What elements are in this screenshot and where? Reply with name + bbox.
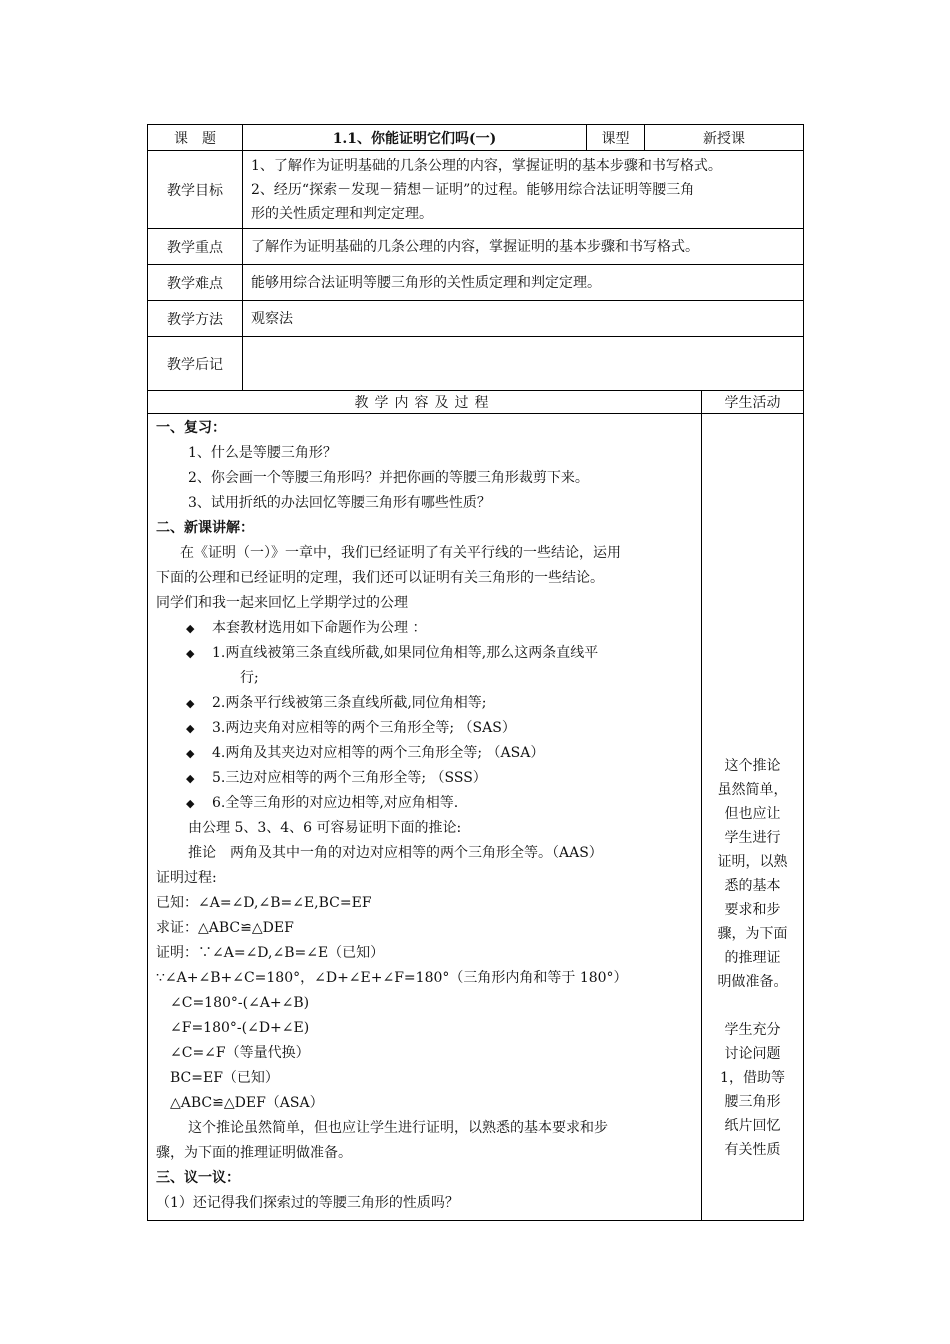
method-row xyxy=(148,301,804,337)
lesson-plan-sheet xyxy=(147,124,803,1221)
given-line: 已知：∠A=∠D,∠B=∠E,BC=EF xyxy=(156,895,372,911)
paragraph-line: 同学们和我一起来回忆上学期学过的公理 xyxy=(156,595,408,611)
difficulty-label: 教学难点 xyxy=(148,265,243,301)
method-value: 观察法 xyxy=(243,301,804,337)
activity-header: 学生活动 xyxy=(702,391,804,414)
bullet-diamond-icon: ◆ xyxy=(186,772,195,785)
proof-step: ∠C=180°-(∠A+∠B) xyxy=(170,995,310,1011)
proof-line: ∵∠A+∠B+∠C=180°，∠D+∠E+∠F=180°（三角形内角和等于 180°） xyxy=(156,970,628,986)
proof-step: △ABC≌△DEF（ASA） xyxy=(170,1095,324,1111)
difficulty-value: 能够用综合法证明等腰三角形的关性质定理和判定定理。 xyxy=(243,265,804,301)
proof-step: BC=EF（已知） xyxy=(170,1070,279,1086)
activity-note-1: 这个推论 虽然简单， 但也应让 学生进行 证明，以熟 悉的基本 要求和步 骤，为下面 的推理证 明做准备。 xyxy=(717,758,788,990)
proof-line: 证明：∵∠A=∠D,∠B=∠E（已知） xyxy=(156,945,385,961)
section-new-lesson-title: 二、新课讲解： xyxy=(156,520,254,536)
goal-row xyxy=(148,151,804,229)
type-label: 课型 xyxy=(587,125,645,151)
key-value: 了解作为证明基础的几条公理的内容，掌握证明的基本步骤和书写格式。 xyxy=(243,229,804,265)
prove-line: 求证：△ABC≌△DEF xyxy=(156,920,294,936)
bullet-diamond-icon: ◆ xyxy=(186,722,195,735)
proof-title: 证明过程: xyxy=(156,870,217,886)
discuss-question: （1）还记得我们探索过的等腰三角形的性质吗？ xyxy=(156,1195,459,1211)
content-row xyxy=(148,414,804,1221)
key-row xyxy=(148,229,804,265)
student-activity xyxy=(702,414,804,1221)
activity-spacer xyxy=(702,414,803,754)
goal-value xyxy=(243,151,804,229)
topic-value: 1.1、你能证明它们吗(一) xyxy=(243,125,587,151)
bullet-diamond-icon: ◆ xyxy=(186,797,195,810)
review-item: 2、你会画一个等腰三角形吗？并把你画的等腰三角形裁剪下来。 xyxy=(188,470,589,486)
topic-row xyxy=(148,125,804,151)
type-value: 新授课 xyxy=(645,125,804,151)
section-discuss-title: 三、议一议： xyxy=(156,1170,240,1186)
axiom-item-continuation: 行; xyxy=(240,670,259,686)
content-header: 教学内容及过程 xyxy=(148,391,702,414)
activity-gap xyxy=(702,994,803,1018)
review-item: 1、什么是等腰三角形？ xyxy=(188,445,337,461)
remark-line: 骤，为下面的推理证明做准备。 xyxy=(156,1145,352,1161)
axiom-item: ◆ 6.全等三角形的对应边相等,对应角相等. xyxy=(156,791,693,816)
proof-step: ∠F=180°-(∠D+∠E) xyxy=(170,1020,310,1036)
bullet-diamond-icon: ◆ xyxy=(186,622,195,635)
key-label: 教学重点 xyxy=(148,229,243,265)
lesson-plan-table xyxy=(147,124,804,1221)
bullet-diamond-icon: ◆ xyxy=(186,747,195,760)
bullet-diamond-icon: ◆ xyxy=(186,647,195,660)
corollary-line: 推论 两角及其中一角的对边对应相等的两个三角形全等。（AAS） xyxy=(188,845,603,861)
goal-line: 1、了解作为证明基础的几条公理的内容，掌握证明的基本步骤和书写格式。 xyxy=(251,157,722,174)
axiom-item: ◆ 2.两条平行线被第三条直线所截,同位角相等; xyxy=(156,691,693,716)
review-item: 3、试用折纸的办法回忆等腰三角形有哪些性质？ xyxy=(188,495,491,511)
topic-label: 课 题 xyxy=(148,125,243,151)
section-header-row xyxy=(148,391,804,414)
notes-label: 教学后记 xyxy=(148,337,243,391)
derive-line: 由公理 5、3、4、6 可容易证明下面的推论: xyxy=(188,820,462,836)
activity-note-2: 学生充分 讨论问题 1，借助等 腰三角形 纸片回忆 有关性质 xyxy=(720,1022,785,1158)
paragraph-line: 下面的公理和已经证明的定理，我们还可以证明有关三角形的一些结论。 xyxy=(156,570,604,586)
section-review-title: 一、复习： xyxy=(156,420,226,436)
goal-line: 形的关性质定理和判定定理。 xyxy=(251,205,433,222)
notes-value xyxy=(243,337,804,391)
notes-row xyxy=(148,337,804,391)
method-label: 教学方法 xyxy=(148,301,243,337)
difficulty-row xyxy=(148,265,804,301)
remark-line: 这个推论虽然简单，但也应让学生进行证明，以熟悉的基本要求和步 xyxy=(188,1120,608,1136)
bullet-diamond-icon: ◆ xyxy=(186,697,195,710)
proof-step: ∠C=∠F（等量代换） xyxy=(170,1045,310,1061)
axiom-item: ◆ 3.两边夹角对应相等的两个三角形全等; （SAS） xyxy=(156,716,693,741)
goal-label: 教学目标 xyxy=(148,151,243,229)
axiom-item: ◆ 1.两直线被第三条直线所截,如果同位角相等,那么这两条直线平 xyxy=(156,641,693,666)
axiom-item: ◆ 4.两角及其夹边对应相等的两个三角形全等; （ASA） xyxy=(156,741,693,766)
axiom-item: ◆ 本套教材选用如下命题作为公理 ： xyxy=(156,616,693,641)
paragraph-line: 在《证明（一）》一章中，我们已经证明了有关平行线的一些结论，运用 xyxy=(180,545,621,561)
teaching-content xyxy=(148,414,702,1221)
goal-line: 2、经历“探索－发现－猜想－证明”的过程。能够用综合法证明等腰三角 xyxy=(251,181,695,198)
axiom-item: ◆ 5.三边对应相等的两个三角形全等; （SSS） xyxy=(156,766,693,791)
